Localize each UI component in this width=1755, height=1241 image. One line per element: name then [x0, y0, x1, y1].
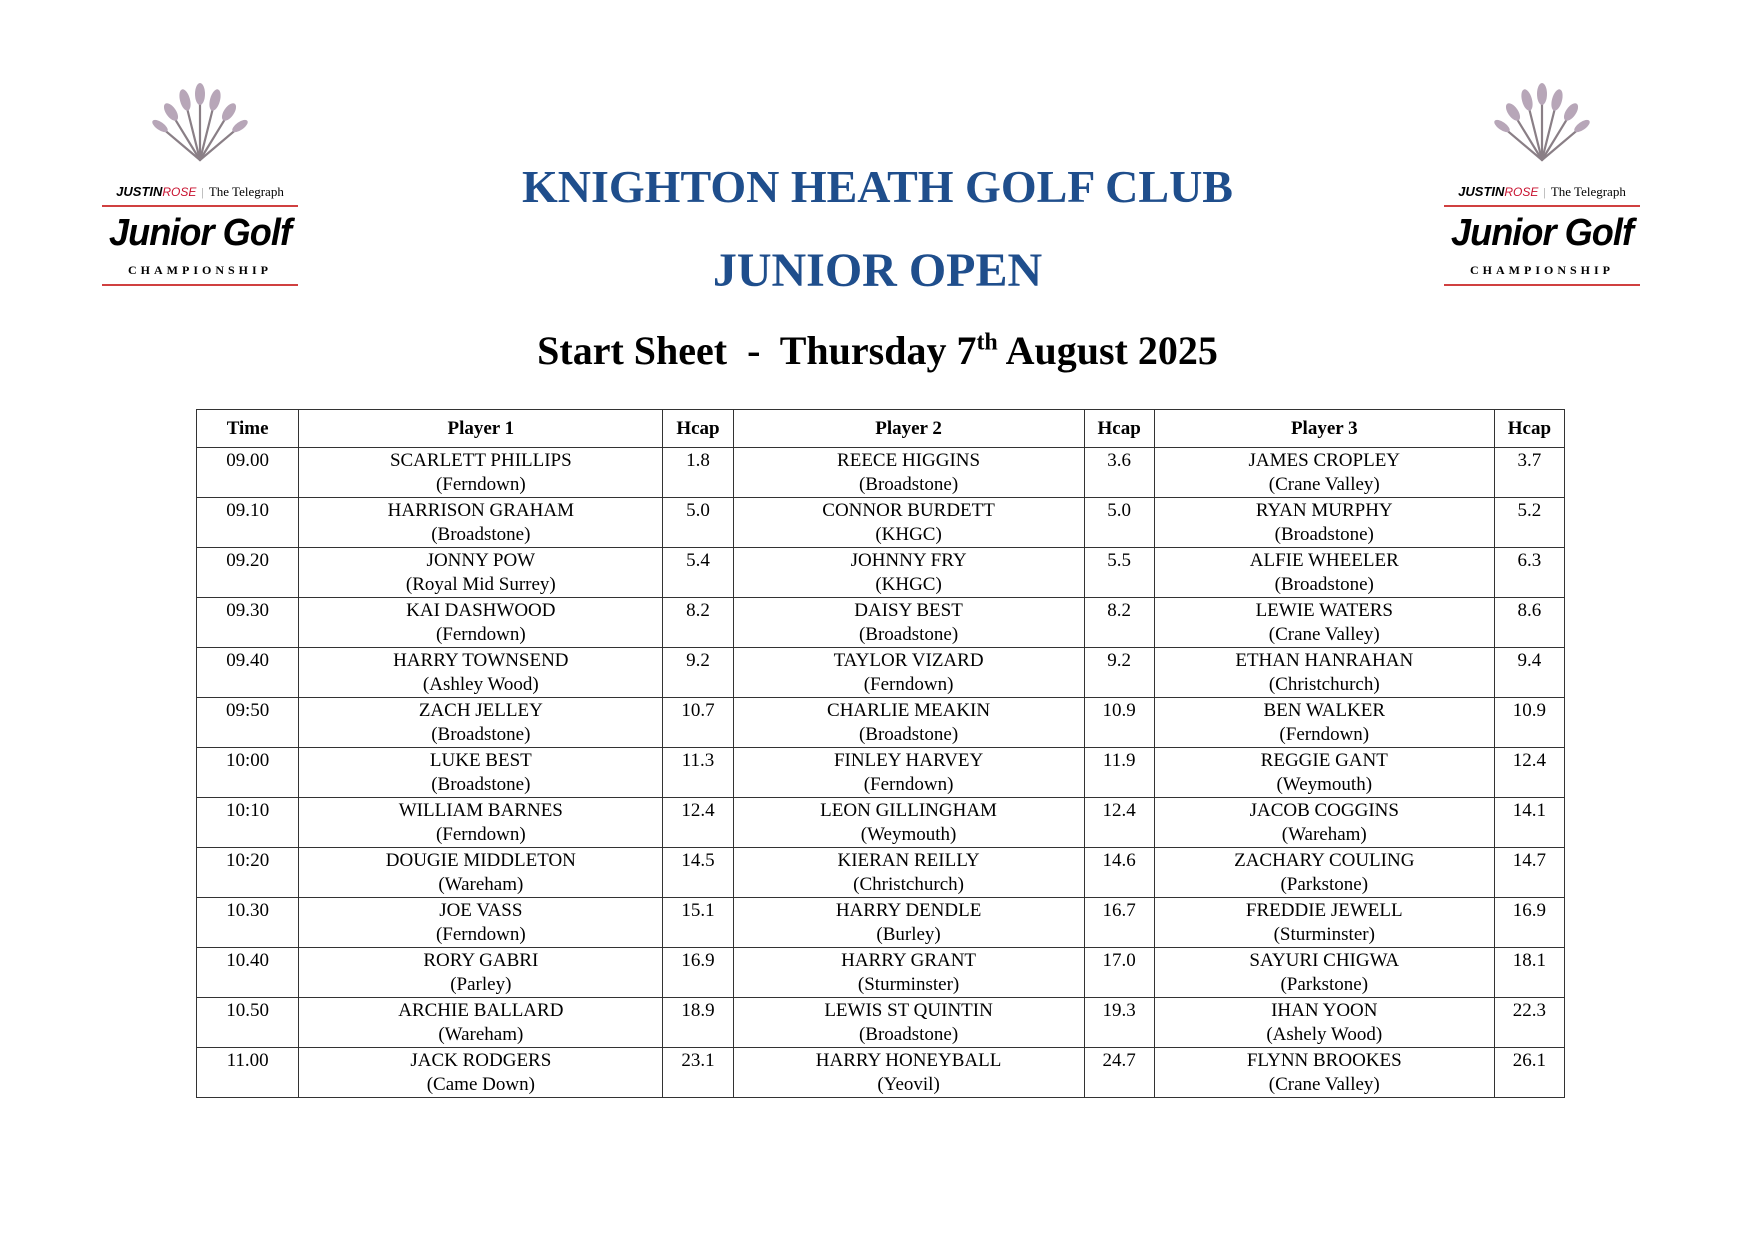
handicap: 24.7	[1084, 1048, 1154, 1098]
handicap: 14.6	[1084, 848, 1154, 898]
player-name: FINLEY HARVEY	[833, 750, 984, 771]
handicap: 16.9	[663, 948, 733, 998]
player-name: JOHNNY FRY	[850, 550, 967, 571]
player-club: (Came Down)	[426, 1074, 535, 1095]
player-cell	[299, 848, 663, 898]
player-name: ALFIE WHEELER	[1249, 550, 1399, 571]
player-club: (Christchurch)	[853, 874, 964, 895]
player-cell	[299, 898, 663, 948]
tee-time: 10:00	[197, 748, 299, 798]
player-club: (Parkstone)	[1280, 874, 1369, 895]
club-title: KNIGHTON HEATH GOLF CLUB	[522, 161, 1233, 212]
player-club: (Parkstone)	[1280, 974, 1369, 995]
tee-time: 09.10	[197, 498, 299, 548]
handicap: 9.2	[663, 648, 733, 698]
player-name: BEN WALKER	[1263, 700, 1386, 721]
player-name: TAYLOR VIZARD	[833, 650, 984, 671]
player-cell	[1154, 498, 1494, 548]
tee-time: 09.00	[197, 448, 299, 498]
tee-time: 10:20	[197, 848, 299, 898]
player-name: ZACH JELLEY	[418, 700, 543, 721]
player-club: (Royal Mid Surrey)	[405, 574, 556, 595]
handicap: 11.3	[663, 748, 733, 798]
player-club: (Christchurch)	[1268, 674, 1380, 695]
player-cell	[299, 948, 663, 998]
table-row	[197, 998, 1565, 1048]
player-club: (Sturminster)	[1273, 924, 1375, 945]
handicap: 14.7	[1494, 848, 1564, 898]
player-club: (Yeovil)	[877, 1074, 940, 1095]
handicap: 9.2	[1084, 648, 1154, 698]
player-club: (Ferndown)	[435, 824, 526, 845]
player-name: LUKE BEST	[429, 750, 532, 771]
player-cell	[733, 598, 1084, 648]
player-cell	[1154, 548, 1494, 598]
tee-time: 09.40	[197, 648, 299, 698]
handicap: 5.2	[1494, 498, 1564, 548]
player-club: (Crane Valley)	[1268, 474, 1380, 495]
handicap: 12.4	[1494, 748, 1564, 798]
player-cell	[733, 898, 1084, 948]
player-cell	[733, 848, 1084, 898]
player-club: (Broadstone)	[431, 524, 531, 545]
table-header-row	[197, 410, 1565, 448]
player-name: DAISY BEST	[854, 600, 963, 621]
player-name: ETHAN HANRAHAN	[1235, 650, 1414, 671]
handicap: 5.0	[663, 498, 733, 548]
handicap: 11.9	[1084, 748, 1154, 798]
player-name: REECE HIGGINS	[837, 450, 981, 471]
handicap: 5.4	[663, 548, 733, 598]
logo-brand-line: JUSTINROSE | The Telegraph	[1458, 184, 1626, 199]
lavender-sprig-icon	[1487, 76, 1597, 162]
player-name: ZACHARY COULING	[1234, 850, 1415, 871]
start-sheet-table	[196, 409, 1565, 1098]
handicap: 5.5	[1084, 548, 1154, 598]
player-club: (Broadstone)	[431, 724, 531, 745]
column-header: Player 2	[733, 410, 1084, 448]
table-row	[197, 848, 1565, 898]
player-name: REGGIE GANT	[1260, 750, 1388, 771]
handicap: 8.6	[1494, 598, 1564, 648]
player-cell	[1154, 448, 1494, 498]
player-cell	[733, 698, 1084, 748]
handicap: 5.0	[1084, 498, 1154, 548]
handicap: 3.7	[1494, 448, 1564, 498]
handicap: 19.3	[1084, 998, 1154, 1048]
player-name: JACOB COGGINS	[1249, 800, 1399, 821]
player-name: FLYNN BROOKES	[1246, 1050, 1402, 1071]
handicap: 18.9	[663, 998, 733, 1048]
player-cell	[1154, 598, 1494, 648]
player-cell	[299, 648, 663, 698]
player-club: (Ashely Wood)	[1266, 1024, 1383, 1045]
player-name: JACK RODGERS	[410, 1050, 552, 1071]
player-cell	[733, 998, 1084, 1048]
player-name: CONNOR BURDETT	[822, 500, 995, 521]
player-club: (Crane Valley)	[1268, 624, 1380, 645]
table-row	[197, 948, 1565, 998]
player-name: LEON GILLINGHAM	[820, 800, 997, 821]
player-cell	[1154, 748, 1494, 798]
handicap: 1.8	[663, 448, 733, 498]
player-club: (Burley)	[876, 924, 941, 945]
player-club: (Ferndown)	[863, 674, 954, 695]
column-header: Hcap	[1494, 410, 1564, 448]
player-name: RYAN MURPHY	[1255, 500, 1393, 521]
event-title: JUNIOR OPEN	[712, 244, 1043, 297]
player-cell	[733, 948, 1084, 998]
handicap: 17.0	[1084, 948, 1154, 998]
player-cell	[733, 498, 1084, 548]
column-header: Hcap	[1084, 410, 1154, 448]
player-name: FREDDIE JEWELL	[1245, 900, 1403, 921]
player-club: (KHGC)	[875, 524, 942, 545]
player-name: SCARLETT PHILLIPS	[389, 450, 572, 471]
player-name: RORY GABRI	[423, 950, 539, 971]
table-row	[197, 598, 1565, 648]
player-cell	[299, 598, 663, 648]
player-club: (Broadstone)	[858, 624, 959, 645]
player-club: (KHGC)	[875, 574, 942, 595]
player-name: SAYURI CHIGWA	[1249, 950, 1400, 971]
player-name: DOUGIE MIDDLETON	[385, 850, 576, 871]
player-cell	[299, 548, 663, 598]
table-row	[197, 448, 1565, 498]
tee-time: 09:50	[197, 698, 299, 748]
player-cell	[733, 798, 1084, 848]
player-club: (Wareham)	[1281, 824, 1367, 845]
player-name: JOE VASS	[439, 900, 523, 921]
column-header: Hcap	[663, 410, 733, 448]
logo-title: Junior Golf	[1450, 212, 1634, 254]
tee-time: 10.50	[197, 998, 299, 1048]
handicap: 14.1	[1494, 798, 1564, 848]
player-club: (Broadstone)	[858, 474, 959, 495]
table-row	[197, 698, 1565, 748]
player-cell	[733, 648, 1084, 698]
logo-brand-line: JUSTINROSE | The Telegraph	[116, 184, 284, 199]
tee-time: 09.20	[197, 548, 299, 598]
player-name: KIERAN REILLY	[837, 850, 980, 871]
player-club: (Ferndown)	[435, 924, 526, 945]
player-cell	[1154, 948, 1494, 998]
player-cell	[299, 1048, 663, 1098]
handicap: 26.1	[1494, 1048, 1564, 1098]
handicap: 9.4	[1494, 648, 1564, 698]
player-name: CHARLIE MEAKIN	[827, 700, 991, 721]
player-cell	[733, 748, 1084, 798]
player-club: (Ferndown)	[435, 474, 526, 495]
player-cell	[1154, 898, 1494, 948]
column-header: Player 3	[1154, 410, 1494, 448]
tee-time: 10.40	[197, 948, 299, 998]
tee-time: 10:10	[197, 798, 299, 848]
player-cell	[299, 498, 663, 548]
player-cell	[733, 448, 1084, 498]
player-club: (Broadstone)	[431, 774, 531, 795]
handicap: 12.4	[663, 798, 733, 848]
logo-title: Junior Golf	[108, 212, 292, 254]
player-name: HARRY TOWNSEND	[393, 650, 569, 671]
handicap: 10.9	[1494, 698, 1564, 748]
tee-time: 09.30	[197, 598, 299, 648]
table-row	[197, 648, 1565, 698]
player-club: (Sturminster)	[857, 974, 960, 995]
column-header: Player 1	[299, 410, 663, 448]
table-row	[197, 548, 1565, 598]
player-cell	[299, 998, 663, 1048]
player-cell	[299, 798, 663, 848]
player-cell	[1154, 848, 1494, 898]
player-name: HARRY GRANT	[841, 950, 977, 971]
logo-subtitle: CHAMPIONSHIP	[1470, 263, 1614, 277]
handicap: 16.7	[1084, 898, 1154, 948]
player-cell	[1154, 998, 1494, 1048]
player-club: (Ferndown)	[435, 624, 526, 645]
handicap: 15.1	[663, 898, 733, 948]
handicap: 23.1	[663, 1048, 733, 1098]
player-club: (Parley)	[450, 974, 512, 995]
handicap: 8.2	[1084, 598, 1154, 648]
player-club: (Broadstone)	[858, 1024, 959, 1045]
tee-time: 11.00	[197, 1048, 299, 1098]
player-cell	[299, 698, 663, 748]
player-cell	[1154, 798, 1494, 848]
player-cell	[299, 748, 663, 798]
sheet-subtitle: Start Sheet - Thursday 7th August 2025	[537, 328, 1218, 373]
player-club: (Wareham)	[438, 874, 524, 895]
player-club: (Weymouth)	[860, 824, 957, 845]
player-club: (Broadstone)	[1274, 574, 1374, 595]
player-cell	[733, 1048, 1084, 1098]
player-cell	[1154, 648, 1494, 698]
handicap: 16.9	[1494, 898, 1564, 948]
player-name: ARCHIE BALLARD	[398, 1000, 564, 1021]
player-club: (Broadstone)	[858, 724, 959, 745]
player-name: KAI DASHWOOD	[406, 600, 556, 621]
player-club: (Weymouth)	[1276, 774, 1373, 795]
handicap: 3.6	[1084, 448, 1154, 498]
column-header: Time	[197, 410, 299, 448]
player-name: LEWIE WATERS	[1255, 600, 1393, 621]
lavender-sprig-icon	[145, 76, 255, 162]
player-cell	[1154, 698, 1494, 748]
player-name: IHAN YOON	[1271, 1000, 1378, 1021]
player-name: WILLIAM BARNES	[398, 800, 563, 821]
player-name: JONNY POW	[426, 550, 536, 571]
handicap: 22.3	[1494, 998, 1564, 1048]
logo-subtitle: CHAMPIONSHIP	[128, 263, 272, 277]
player-club: (Ashley Wood)	[422, 674, 539, 695]
table-row	[197, 498, 1565, 548]
player-cell	[299, 448, 663, 498]
handicap: 6.3	[1494, 548, 1564, 598]
table-row	[197, 798, 1565, 848]
handicap: 14.5	[663, 848, 733, 898]
player-club: (Wareham)	[438, 1024, 524, 1045]
handicap: 18.1	[1494, 948, 1564, 998]
player-name: HARRISON GRAHAM	[387, 500, 574, 521]
handicap: 8.2	[663, 598, 733, 648]
table-row	[197, 748, 1565, 798]
handicap: 12.4	[1084, 798, 1154, 848]
player-name: HARRY HONEYBALL	[815, 1050, 1002, 1071]
player-club: (Broadstone)	[1274, 524, 1374, 545]
handicap: 10.7	[663, 698, 733, 748]
player-cell	[1154, 1048, 1494, 1098]
player-name: HARRY DENDLE	[835, 900, 982, 921]
table-row	[197, 898, 1565, 948]
handicap: 10.9	[1084, 698, 1154, 748]
tee-time: 10.30	[197, 898, 299, 948]
player-name: LEWIS ST QUINTIN	[824, 1000, 993, 1021]
table-row	[197, 1048, 1565, 1098]
player-name: JAMES CROPLEY	[1248, 450, 1401, 471]
player-cell	[733, 548, 1084, 598]
player-club: (Crane Valley)	[1268, 1074, 1380, 1095]
player-club: (Ferndown)	[1279, 724, 1370, 745]
player-club: (Ferndown)	[863, 774, 954, 795]
